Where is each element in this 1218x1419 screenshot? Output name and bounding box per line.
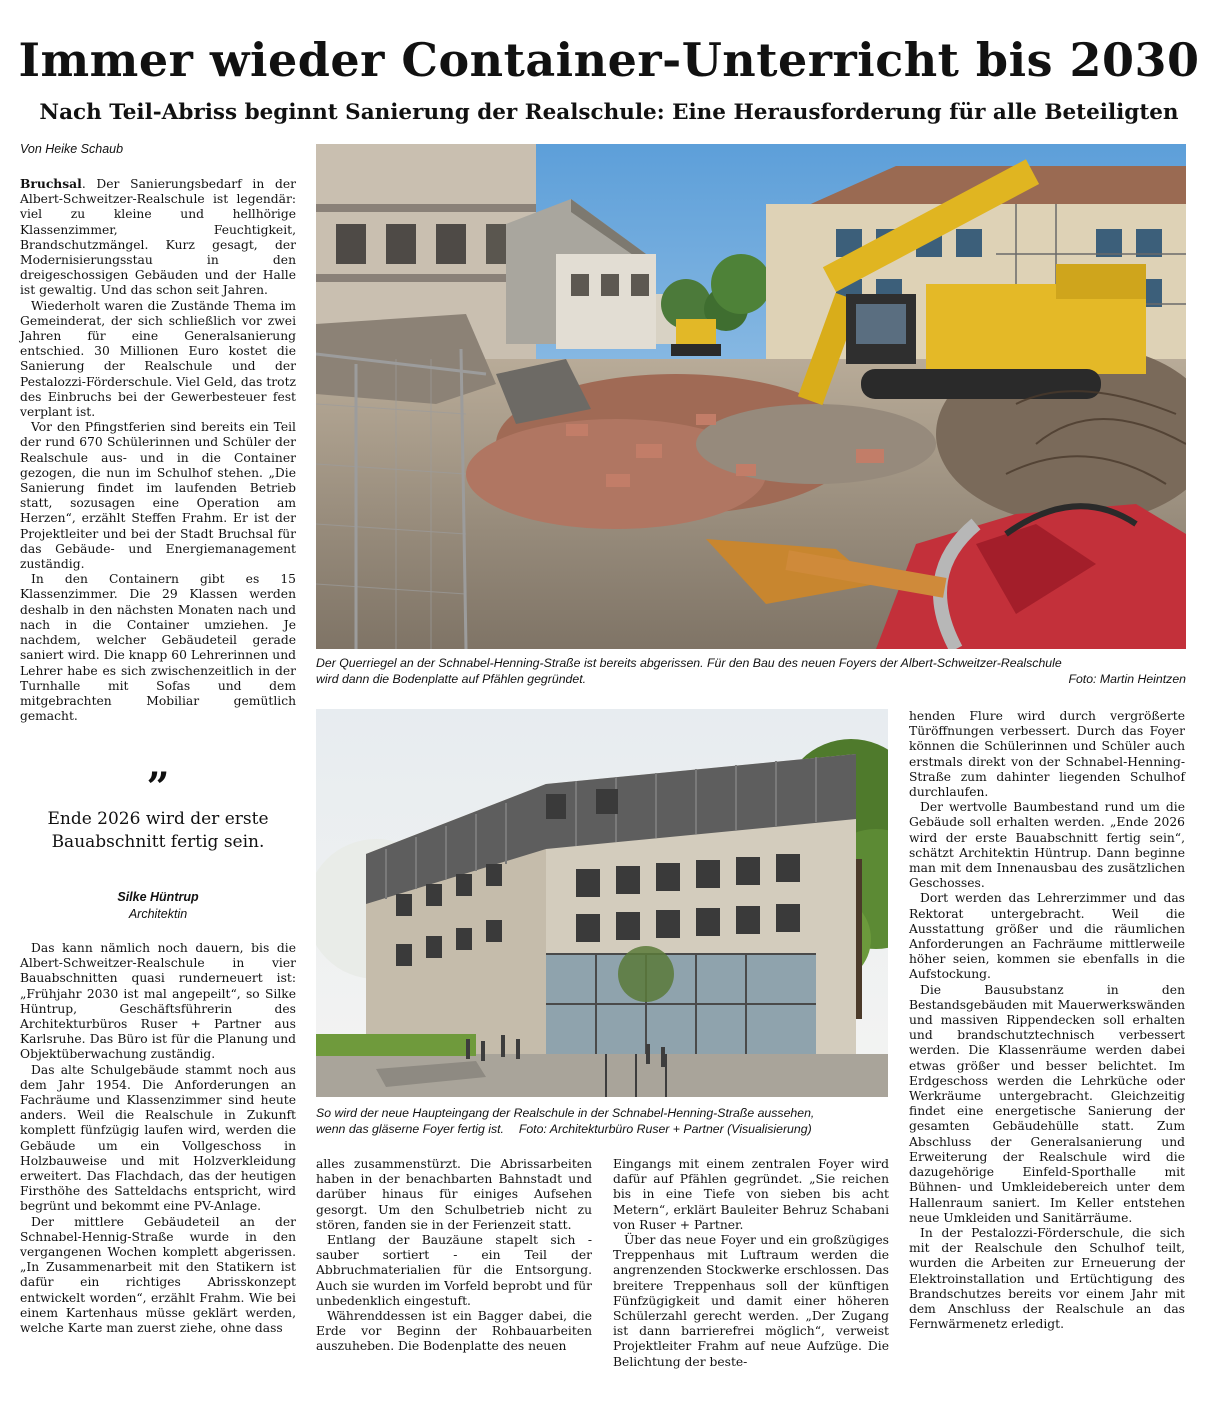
paragraph: Über das neue Foyer und ein großzügiges Treppenhaus mit Luftraum werden die angrenzenden Stockwerke erschlossen. Das breitere Treppenhaus soll der künftigen Fünfzügigkeit und damit einer höheren Schülerzahl gerecht werden. „Der Zugang ist dann barrierefrei möglich“, verweist Projektleiter Frahm auf neue Aufzüge. Die Belichtung der beste- — [613, 1233, 889, 1369]
photo-credit: Foto: Architekturbüro Ruser + Partner (Visualisierung) — [518, 1121, 812, 1136]
paragraph: In den Containern gibt es 15 Klassenzimmer. Die 29 Klassen werden deshalb in den nächsten Monaten nach und nach in die Container umziehen. Je nachdem, welcher Gebäudeteil gerade saniert wird. Die knapp 60 Lehrerinnen und Lehrer habe es sich zwischenzeitlich in der Turnhalle mit Sofas und dem mitgebrachten Mobiliar gemütlich gemacht. — [20, 572, 296, 724]
paragraph: In der Pestalozzi-Förderschule, die sich mit der Realschule den Schulhof teilt, wurden die Arbeiten zur Erneuerung der Elektroinstallation und Ertüchtigung des Brandschutzes bereits vor einem Jahr mit dem Anschluss der Realschule an das Fernwärmenetz erledigt. — [909, 1225, 1185, 1332]
photo-rendering — [316, 709, 888, 1097]
paragraph: Das alte Schulgebäude stammt noch aus dem Jahr 1954. Die Anforderungen an Fachräume und Klassenzimmer sind heute anders. Weil die Realschule in Zukunft komplett fünfzügig laufen wird, werden die Gebäude um ein Vollgeschoss in Holzbauweise und mit Holzverkleidung erweitert. Das Flachdach, das der heutigen Firsthöhe des Satteldachs entspricht, wird begrünt und bekommt eine PV-Anlage. — [20, 1062, 296, 1214]
paragraph: henden Flure wird durch vergrößerte Türöffnungen verbessert. Durch das Foyer können die Schülerinnen und Schüler auch erstmals direkt von der Schnabel-Henning-Straße zum dahinter liegenden Schulhof durchlaufen. — [909, 709, 1185, 800]
column-3 — [613, 1157, 889, 1370]
paragraph: Vor den Pfingstferien sind bereits ein Teil der rund 670 Schülerinnen und Schüler der Realschule aus- und in die Container gezogen, die nun im Schulhof stehen. „Die Sanierung findet im laufenden Betrieb statt, sozusagen eine Operation am Herzen“, erzählt Steffen Frahm. Er ist der Projektleiter und bei der Stadt Bruchsal für das Gebäude- und Energiemanagement zuständig. — [20, 420, 296, 572]
column-4 — [909, 709, 1185, 1332]
paragraph: Der mittlere Gebäudeteil an der Schnabel-Hennig-Straße wurde in den vergangenen Wochen komplett abgerissen. „In Zusammenarbeit mit den Statikern ist dafür ein richtiges Abrisskonzept entwickelt worden“, erzählt Frahm. Wie bei einem Kartenhaus müsse geklärt werden, welche Karte man zuerst ziehe, ohne dass — [20, 1214, 296, 1336]
caption-line-2: wenn das gläserne Foyer fertig ist. — [316, 1121, 504, 1136]
headline: Immer wieder Container-Unterricht bis 2030 — [18, 33, 1200, 87]
paragraph: Der wertvolle Baumbestand rund um die Gebäude soll erhalten werden. „Ende 2026 wird der erste Bauabschnitt fertig sein“, schätzt Architektin Hüntrup. Dann beginne man mit dem Innenausbau des zusätzlichen Geschosses. — [909, 800, 1185, 891]
quote-role: Architektin — [128, 907, 188, 921]
pull-quote: Ende 2026 wird der erste Bauabschnitt fertig sein. — [47, 809, 269, 852]
paragraph: Die Bausubstanz in den Bestandsgebäuden mit Mauerwerkswänden und massiven Rippendecken soll erhalten und brandschutztechnisch verbessert werden. Die Klassenräume werden dabei etwas größer und besser belichtet. Im Erdgeschoss werden die Lehrküche oder Werkräume untergebracht. Gleichzeitig findet eine energetische Sanierung der gesamten Gebäudehülle statt. Zum Abschluss der Generalsanierung und Erweiterung der Realschule wird die dazugehörige Einfeld-Sporthalle mit Bühnen- und Umkleidebereich unter dem Hallenraum saniert. Im Keller entstehen neue Umkleiden und Sanitärräume. — [909, 982, 1185, 1225]
photo-demolition — [316, 144, 1186, 649]
paragraph: Eingangs mit einem zentralen Foyer wird dafür auf Pfählen gegründet. „Sie reichen bis in eine Tiefe von sieben bis acht Metern“, erklärt Bauleiter Behruz Schabani von Ruser + Partner. — [613, 1157, 889, 1232]
photo-1-caption — [316, 656, 1186, 687]
column-1-lower — [20, 941, 296, 1336]
quote-author: Silke Hüntrup — [117, 890, 199, 904]
subheadline: Nach Teil-Abriss beginnt Sanierung der Realschule: Eine Herausforderung für alle Beteiligten — [39, 100, 1179, 125]
column-2 — [316, 1157, 592, 1355]
paragraph: Das kann nämlich noch dauern, bis die Albert-Schweitzer-Realschule in vier Bauabschnitten quasi runderneuert ist: „Frühjahr 2030 ist mal angepeilt“, so Silke Hüntrup, Geschäftsführerin des Architekturbüros Ruser + Partner aus Karlsruhe. Das Büro ist für die Planung und Objektüberwachung zuständig. — [20, 941, 296, 1062]
paragraph: Entlang der Bauzäune stapelt sich - sauber sortiert - ein Teil der Abbruchmaterialien für die Entsorgung. Auch sie wurden im Vorfeld beprobt und für unbedenklich eingestuft. — [316, 1233, 592, 1308]
caption-line-1: So wird der neue Haupteingang der Realschule in der Schnabel-Henning-Straße aussehen, — [316, 1106, 815, 1120]
paragraph: Dort werden das Lehrerzimmer und das Rektorat untergebracht. Weil die Ausstattung größer und die räumlichen Anforderungen an Fachräume mittlerweile höher seien, kommen sie ebenfalls in die Aufstockung. — [909, 891, 1185, 982]
photo-credit: Foto: Martin Heintzen — [1068, 671, 1186, 686]
photo-2-caption — [316, 1106, 888, 1137]
column-1-upper — [20, 176, 296, 724]
paragraph — [20, 176, 296, 299]
dateline: Bruchsal — [20, 176, 82, 191]
paragraph: Währenddessen ist ein Bagger dabei, die Erde vor Beginn der Rohbauarbeiten auszuheben. Die Bodenplatte des neuen — [316, 1309, 592, 1354]
paragraph: Wiederholt waren die Zustände Thema im Gemeinderat, der sich schließlich vor zwei Jahren für eine Generalsanierung entschied. 30 Millionen Euro kostet die Sanierung der Realschule und der Pestalozzi-Förderschule. Viel Geld, das trotz des Einbruchs bei der Gewerbesteuer fest verplant ist. — [20, 298, 296, 420]
quote-mark: ” — [146, 764, 170, 811]
byline: Von Heike Schaub — [20, 142, 124, 156]
caption-line-2: wird dann die Bodenplatte auf Pfählen gegründet. — [316, 671, 587, 686]
paragraph-text: . Der Sanierungsbedarf in der Albert-Schweitzer-Realschule ist legendär: viel zu kleine und hellhörige Klassenzimmer, Feuchtigkeit, Brandschutzmängel. Kurz gesagt, der Modernisierungsstau in den dreigeschossigen Gebäuden und der Halle ist gewaltig. Und das schon seit Jahren. — [20, 177, 296, 298]
caption-line-1: Der Querriegel an der Schnabel-Henning-Straße ist bereits abgerissen. Für den Bau des neuen Foyers der Albert-Schweitzer-Realschule — [316, 656, 1062, 670]
paragraph: alles zusammenstürzt. Die Abrissarbeiten haben in der benachbarten Bahnstadt und darüber hinaus für einiges Aufsehen gesorgt. Um den Schulbetrieb nicht zu stören, fanden sie in der Ferienzeit statt. — [316, 1157, 592, 1232]
